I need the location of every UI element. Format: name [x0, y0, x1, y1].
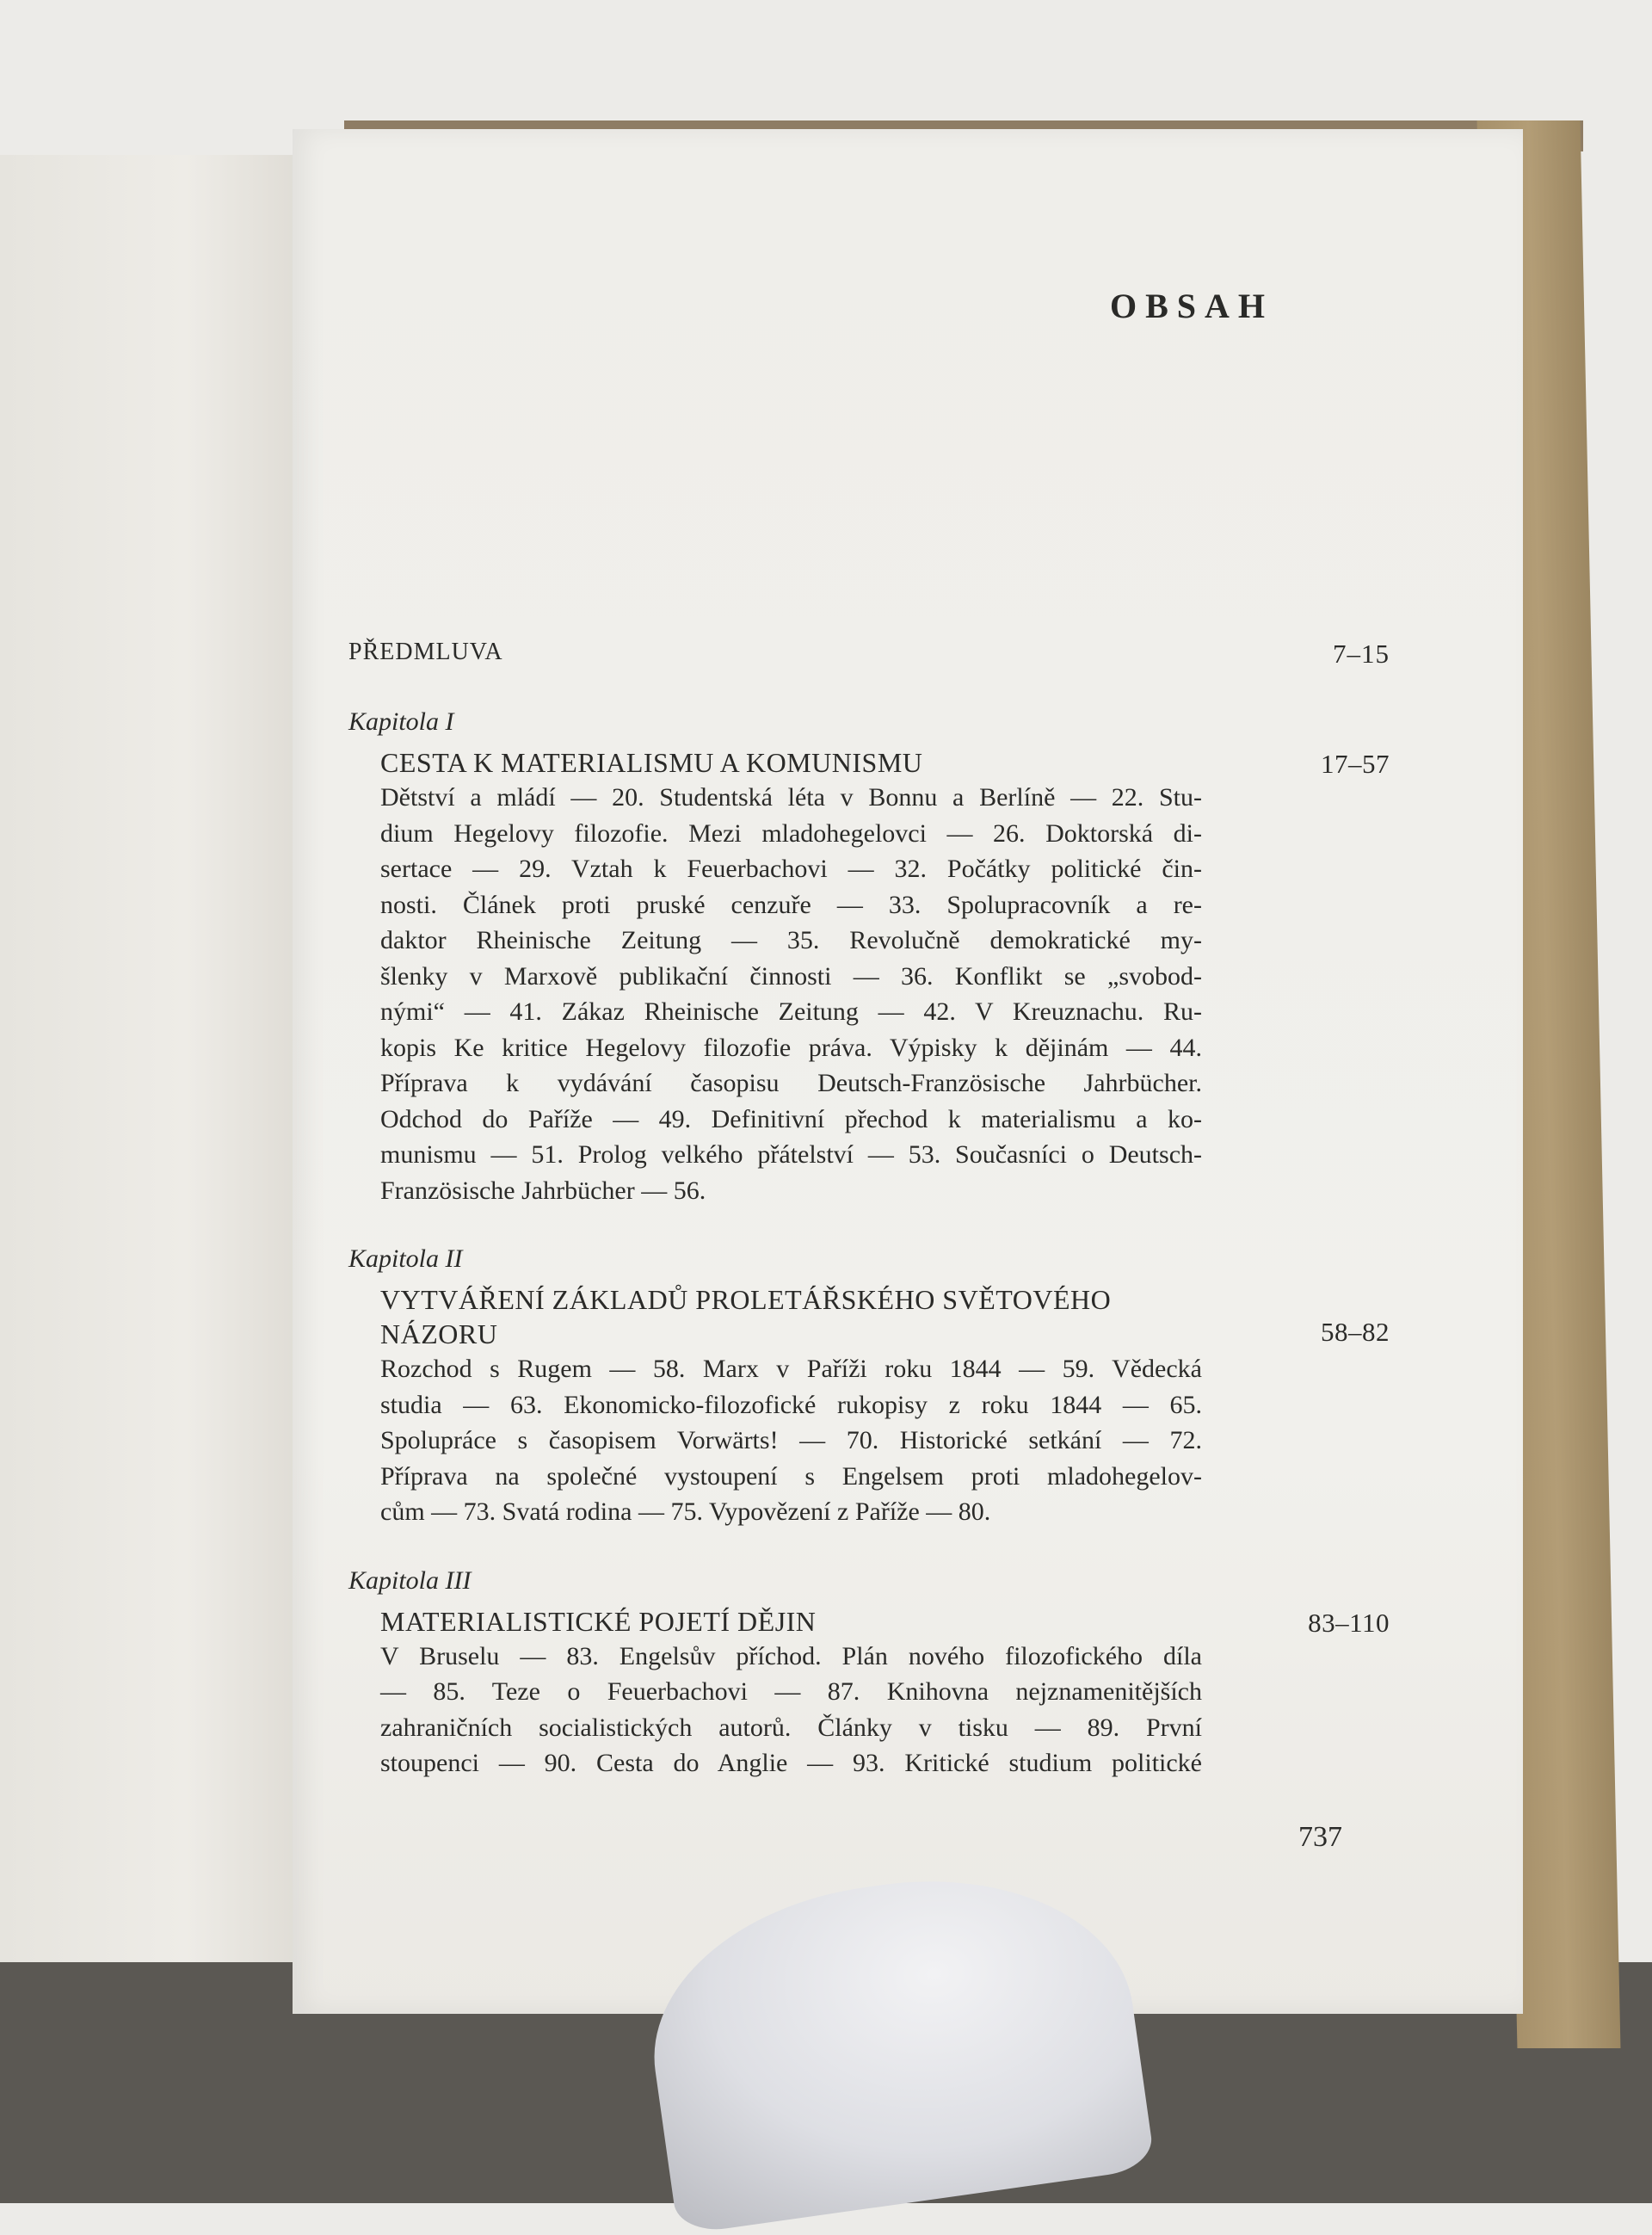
description-line: studia — 63. Ekonomicko-filozofické rukopisy z roku 1844 — 65.: [380, 1390, 1202, 1419]
toc-entry-preface: [348, 639, 1390, 707]
contents-page: [293, 129, 1523, 2014]
description-line: Spolupráce s časopisem Vorwärts! — 70. Historické setkání — 72.: [380, 1426, 1202, 1454]
chapter-description: [348, 1351, 1202, 1530]
description-line: kopis Ke kritice Hegelovy filozofie práva. Výpisky k dějinám — 44.: [380, 1033, 1202, 1062]
description-line: sertace — 29. Vztah k Feuerbachovi — 32. Počátky politické čin-: [380, 855, 1202, 883]
chapter-title-row: [348, 1282, 1390, 1351]
chapter-description: [348, 780, 1202, 1208]
chapter-label: Kapitola III: [348, 1565, 472, 1595]
description-line: šlenky v Marxově publikační činnosti — 36. Konflikt se „svobod-: [380, 961, 1202, 991]
description-line: Odchod do Paříže — 49. Definitivní přechod k materialismu a ko-: [380, 1104, 1202, 1133]
toc-entry-chapter-3: [348, 1566, 1390, 1781]
toc-entry-chapter-1: [348, 707, 1390, 1208]
description-line: Příprava na společné vystoupení s Engelsem proti mladohegelov-: [380, 1461, 1202, 1491]
description-line: Rozchod s Rugem — 58. Marx v Paříži roku 1844 — 59. Vědecká: [380, 1355, 1202, 1383]
description-line: cům — 73. Svatá rodina — 75. Vypovězení z Paříže — 80.: [380, 1497, 991, 1526]
chapter-title-row: [348, 1604, 1390, 1639]
description-line: daktor Rheinische Zeitung — 35. Revolučně demokratické my-: [380, 926, 1202, 954]
description-line: Příprava k vydávání časopisu Deutsch-Französische Jahrbücher.: [380, 1069, 1202, 1097]
toc-entry-chapter-2: [348, 1244, 1390, 1530]
description-line: munismu — 51. Prolog velkého přátelství — 53. Současníci o Deutsch-: [380, 1140, 1202, 1169]
chapter-pages: 83–110: [1308, 1607, 1390, 1638]
page-number: 737: [1298, 1821, 1342, 1853]
chapter-pages: 17–57: [1321, 749, 1390, 779]
description-line: nosti. Článek proti pruské cenzuře — 33. Spolupracovník a re-: [380, 890, 1202, 919]
chapter-title: CESTA K MATERIALISMU A KOMUNISMU: [380, 747, 923, 778]
chapter-label: Kapitola I: [348, 707, 454, 736]
chapter-title: MATERIALISTICKÉ POJETÍ DĚJIN: [380, 1605, 817, 1637]
description-line: Französische Jahrbücher — 56.: [380, 1176, 706, 1205]
left-facing-page: [0, 155, 310, 1962]
chapter-title-line: VYTVÁŘENÍ ZÁKLADŮ PROLETÁŘSKÉHO SVĚTOVÉHO: [380, 1284, 1112, 1315]
preface-pages: 7–15: [1333, 639, 1390, 669]
chapter-pages: 58–82: [1321, 1317, 1390, 1347]
table-of-contents: [348, 639, 1390, 1818]
preface-label: PŘEDMLUVA: [348, 639, 503, 665]
description-line: stoupenci — 90. Cesta do Anglie — 93. Kritické studium politické: [380, 1749, 1202, 1777]
description-line: V Bruselu — 83. Engelsův příchod. Plán nového filozofického díla: [380, 1641, 1202, 1670]
chapter-title-row: [348, 745, 1390, 780]
chapter-title-line: NÁZORU: [380, 1318, 498, 1349]
description-line: Dětství a mládí — 20. Studentská léta v Bonnu a Berlíně — 22. Stu-: [380, 783, 1202, 812]
description-line: — 85. Teze o Feuerbachovi — 87. Knihovna nejznamenitějších: [380, 1677, 1202, 1706]
description-line: zahraničních socialistických autorů. Články v tisku — 89. První: [380, 1713, 1202, 1742]
description-line: dium Hegelovy filozofie. Mezi mladohegelovci — 26. Doktorská di-: [380, 818, 1202, 848]
chapter-label: Kapitola II: [348, 1244, 463, 1273]
chapter-description: [348, 1639, 1202, 1781]
description-line: nými“ — 41. Zákaz Rheinische Zeitung — 42. V Kreuznachu. Ru-: [380, 997, 1202, 1026]
page-heading: OBSAH: [1109, 287, 1273, 325]
